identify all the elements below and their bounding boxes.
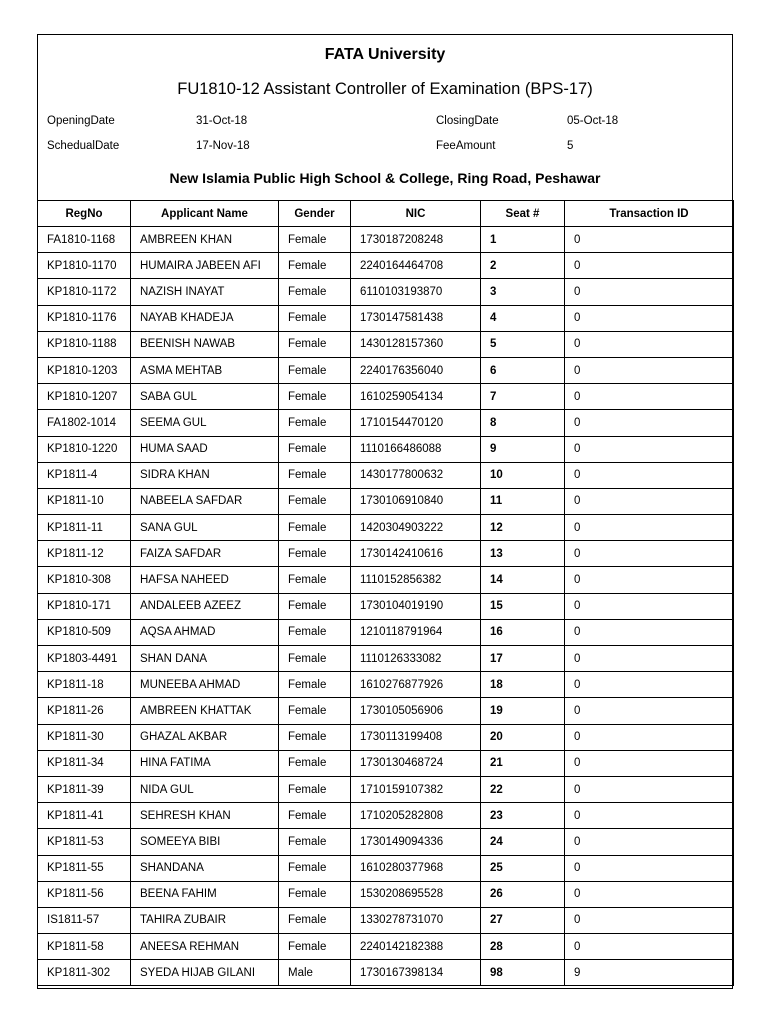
- applicant-name-cell: ANEESA REHMAN: [131, 934, 279, 960]
- nic-cell: 2240164464708: [351, 253, 481, 279]
- regno-cell: KP1810-308: [38, 567, 131, 593]
- nic-cell: 1710159107382: [351, 776, 481, 802]
- table-row: [38, 907, 734, 933]
- regno-cell: KP1810-171: [38, 593, 131, 619]
- table-row: [38, 253, 734, 279]
- gender-cell: Female: [279, 436, 351, 462]
- regno-cell: KP1811-10: [38, 488, 131, 514]
- nic-cell: 1530208695528: [351, 881, 481, 907]
- table-header-row: [38, 201, 734, 227]
- nic-cell: 1110166486088: [351, 436, 481, 462]
- seat-cell: 16: [481, 619, 565, 645]
- nic-cell: 2240176356040: [351, 357, 481, 383]
- table-row: [38, 646, 734, 672]
- transaction-id-cell: 0: [565, 907, 734, 933]
- applicant-name-cell: HUMA SAAD: [131, 436, 279, 462]
- regno-cell: KP1810-1170: [38, 253, 131, 279]
- transaction-id-cell: 0: [565, 410, 734, 436]
- gender-cell: Female: [279, 698, 351, 724]
- regno-cell: KP1810-1188: [38, 331, 131, 357]
- gender-cell: Female: [279, 331, 351, 357]
- table-row: [38, 829, 734, 855]
- applicant-name-cell: AMBREEN KHAN: [131, 227, 279, 253]
- applicant-name-cell: SANA GUL: [131, 515, 279, 541]
- table-row: [38, 410, 734, 436]
- table-row: [38, 619, 734, 645]
- table-row: [38, 934, 734, 960]
- regno-cell: KP1811-30: [38, 724, 131, 750]
- nic-cell: 1710154470120: [351, 410, 481, 436]
- nic-cell: 1730187208248: [351, 227, 481, 253]
- table-row: [38, 305, 734, 331]
- applicant-name-cell: AQSA AHMAD: [131, 619, 279, 645]
- regno-cell: KP1810-1203: [38, 357, 131, 383]
- nic-cell: 1710205282808: [351, 803, 481, 829]
- table-row: [38, 515, 734, 541]
- table-row: [38, 881, 734, 907]
- gender-cell: Female: [279, 227, 351, 253]
- regno-cell: KP1810-1172: [38, 279, 131, 305]
- regno-cell: KP1811-11: [38, 515, 131, 541]
- nic-cell: 2240142182388: [351, 934, 481, 960]
- transaction-id-cell: 0: [565, 541, 734, 567]
- nic-cell: 1730149094336: [351, 829, 481, 855]
- transaction-id-cell: 0: [565, 724, 734, 750]
- gender-cell: Female: [279, 829, 351, 855]
- seat-cell: 15: [481, 593, 565, 619]
- table-row: [38, 803, 734, 829]
- seat-cell: 12: [481, 515, 565, 541]
- transaction-id-cell: 0: [565, 619, 734, 645]
- gender-cell: Female: [279, 619, 351, 645]
- applicant-name-cell: SEHRESH KHAN: [131, 803, 279, 829]
- seat-cell: 98: [481, 960, 565, 986]
- applicants-table: [37, 200, 734, 986]
- gender-cell: Female: [279, 410, 351, 436]
- table-row: [38, 672, 734, 698]
- nic-cell: 1110126333082: [351, 646, 481, 672]
- transaction-id-cell: 0: [565, 253, 734, 279]
- gender-cell: Female: [279, 357, 351, 383]
- nic-cell: 1330278731070: [351, 907, 481, 933]
- seat-cell: 21: [481, 750, 565, 776]
- applicant-name-cell: HINA FATIMA: [131, 750, 279, 776]
- applicant-name-cell: SABA GUL: [131, 384, 279, 410]
- transaction-id-cell: 0: [565, 646, 734, 672]
- transaction-id-cell: 0: [565, 305, 734, 331]
- table-row: [38, 750, 734, 776]
- nic-cell: 1730105056906: [351, 698, 481, 724]
- regno-cell: KP1810-1176: [38, 305, 131, 331]
- exam-venue: New Islamia Public High School & College, Ring Road, Peshawar: [169, 170, 601, 186]
- seat-cell: 2: [481, 253, 565, 279]
- seat-cell: 22: [481, 776, 565, 802]
- seat-cell: 13: [481, 541, 565, 567]
- nic-cell: 1430128157360: [351, 331, 481, 357]
- closing-date-label: ClosingDate: [436, 115, 499, 127]
- gender-cell: Female: [279, 593, 351, 619]
- regno-cell: KP1811-39: [38, 776, 131, 802]
- seat-cell: 4: [481, 305, 565, 331]
- regno-cell: KP1811-4: [38, 462, 131, 488]
- table-row: [38, 384, 734, 410]
- nic-cell: 1730113199408: [351, 724, 481, 750]
- nic-cell: 1730147581438: [351, 305, 481, 331]
- col-header-applicant-name: Applicant Name: [131, 201, 279, 227]
- gender-cell: Female: [279, 881, 351, 907]
- seat-cell: 1: [481, 227, 565, 253]
- gender-cell: Female: [279, 803, 351, 829]
- gender-cell: Female: [279, 750, 351, 776]
- applicant-name-cell: BEENISH NAWAB: [131, 331, 279, 357]
- transaction-id-cell: 0: [565, 462, 734, 488]
- transaction-id-cell: 0: [565, 803, 734, 829]
- col-header-nic: NIC: [351, 201, 481, 227]
- nic-cell: 1610276877926: [351, 672, 481, 698]
- applicant-name-cell: HUMAIRA JABEEN AFI: [131, 253, 279, 279]
- seat-cell: 7: [481, 384, 565, 410]
- table-row: [38, 776, 734, 802]
- fee-amount-value: 5: [567, 140, 574, 152]
- transaction-id-cell: 0: [565, 279, 734, 305]
- regno-cell: KP1811-26: [38, 698, 131, 724]
- nic-cell: 6110103193870: [351, 279, 481, 305]
- gender-cell: Female: [279, 646, 351, 672]
- table-row: [38, 567, 734, 593]
- seat-cell: 9: [481, 436, 565, 462]
- nic-cell: 1730106910840: [351, 488, 481, 514]
- nic-cell: 1420304903222: [351, 515, 481, 541]
- nic-cell: 1730130468724: [351, 750, 481, 776]
- regno-cell: KP1810-1207: [38, 384, 131, 410]
- nic-cell: 1730142410616: [351, 541, 481, 567]
- gender-cell: Female: [279, 724, 351, 750]
- seat-cell: 23: [481, 803, 565, 829]
- gender-cell: Female: [279, 776, 351, 802]
- schedual-date-label: SchedualDate: [47, 140, 120, 152]
- regno-cell: KP1811-58: [38, 934, 131, 960]
- seat-cell: 26: [481, 881, 565, 907]
- seat-cell: 25: [481, 855, 565, 881]
- applicant-name-cell: AMBREEN KHATTAK: [131, 698, 279, 724]
- transaction-id-cell: 0: [565, 357, 734, 383]
- nic-cell: 1430177800632: [351, 462, 481, 488]
- closing-date-value: 05-Oct-18: [567, 115, 619, 127]
- seat-cell: 14: [481, 567, 565, 593]
- col-header-regno: RegNo: [38, 201, 131, 227]
- nic-cell: 1210118791964: [351, 619, 481, 645]
- applicant-name-cell: TAHIRA ZUBAIR: [131, 907, 279, 933]
- table-row: [38, 357, 734, 383]
- gender-cell: Female: [279, 384, 351, 410]
- regno-cell: KP1811-12: [38, 541, 131, 567]
- seat-cell: 20: [481, 724, 565, 750]
- transaction-id-cell: 9: [565, 960, 734, 986]
- seat-cell: 24: [481, 829, 565, 855]
- gender-cell: Female: [279, 305, 351, 331]
- applicant-name-cell: BEENA FAHIM: [131, 881, 279, 907]
- gender-cell: Female: [279, 541, 351, 567]
- applicant-name-cell: SHANDANA: [131, 855, 279, 881]
- applicant-name-cell: SOMEEYA BIBI: [131, 829, 279, 855]
- table-row: [38, 698, 734, 724]
- regno-cell: KP1811-41: [38, 803, 131, 829]
- nic-cell: 1730104019190: [351, 593, 481, 619]
- seat-cell: 6: [481, 357, 565, 383]
- gender-cell: Female: [279, 855, 351, 881]
- transaction-id-cell: 0: [565, 384, 734, 410]
- gender-cell: Female: [279, 567, 351, 593]
- transaction-id-cell: 0: [565, 855, 734, 881]
- nic-cell: 1610280377968: [351, 855, 481, 881]
- transaction-id-cell: 0: [565, 593, 734, 619]
- regno-cell: KP1811-34: [38, 750, 131, 776]
- gender-cell: Female: [279, 253, 351, 279]
- nic-cell: 1610259054134: [351, 384, 481, 410]
- seat-cell: 17: [481, 646, 565, 672]
- nic-cell: 1110152856382: [351, 567, 481, 593]
- transaction-id-cell: 0: [565, 331, 734, 357]
- regno-cell: KP1811-55: [38, 855, 131, 881]
- transaction-id-cell: 0: [565, 829, 734, 855]
- regno-cell: FA1802-1014: [38, 410, 131, 436]
- seat-cell: 28: [481, 934, 565, 960]
- seat-cell: 27: [481, 907, 565, 933]
- table-row: [38, 488, 734, 514]
- regno-cell: KP1810-509: [38, 619, 131, 645]
- gender-cell: Female: [279, 279, 351, 305]
- applicant-name-cell: ANDALEEB AZEEZ: [131, 593, 279, 619]
- table-row: [38, 593, 734, 619]
- applicant-name-cell: SIDRA KHAN: [131, 462, 279, 488]
- transaction-id-cell: 0: [565, 698, 734, 724]
- applicant-name-cell: NIDA GUL: [131, 776, 279, 802]
- applicant-name-cell: ASMA MEHTAB: [131, 357, 279, 383]
- regno-cell: FA1810-1168: [38, 227, 131, 253]
- nic-cell: 1730167398134: [351, 960, 481, 986]
- gender-cell: Female: [279, 515, 351, 541]
- table-row: [38, 960, 734, 986]
- regno-cell: KP1811-18: [38, 672, 131, 698]
- col-header-gender: Gender: [279, 201, 351, 227]
- applicant-name-cell: NABEELA SAFDAR: [131, 488, 279, 514]
- applicant-name-cell: GHAZAL AKBAR: [131, 724, 279, 750]
- col-header-seat: Seat #: [481, 201, 565, 227]
- table-row: [38, 331, 734, 357]
- table-row: [38, 541, 734, 567]
- applicant-name-cell: SHAN DANA: [131, 646, 279, 672]
- gender-cell: Female: [279, 462, 351, 488]
- table-row: [38, 724, 734, 750]
- table-row: [38, 279, 734, 305]
- transaction-id-cell: 0: [565, 488, 734, 514]
- transaction-id-cell: 0: [565, 750, 734, 776]
- applicant-name-cell: MUNEEBA AHMAD: [131, 672, 279, 698]
- table-row: [38, 227, 734, 253]
- applicant-name-cell: SEEMA GUL: [131, 410, 279, 436]
- transaction-id-cell: 0: [565, 227, 734, 253]
- gender-cell: Female: [279, 488, 351, 514]
- seat-cell: 5: [481, 331, 565, 357]
- applicant-name-cell: HAFSA NAHEED: [131, 567, 279, 593]
- gender-cell: Female: [279, 907, 351, 933]
- university-title: FATA University: [324, 46, 446, 63]
- seat-cell: 8: [481, 410, 565, 436]
- regno-cell: IS1811-57: [38, 907, 131, 933]
- schedual-date-value: 17-Nov-18: [196, 140, 250, 152]
- regno-cell: KP1811-53: [38, 829, 131, 855]
- transaction-id-cell: 0: [565, 934, 734, 960]
- transaction-id-cell: 0: [565, 881, 734, 907]
- opening-date-label: OpeningDate: [47, 115, 115, 127]
- transaction-id-cell: 0: [565, 436, 734, 462]
- fee-amount-label: FeeAmount: [436, 140, 496, 152]
- transaction-id-cell: 0: [565, 515, 734, 541]
- transaction-id-cell: 0: [565, 672, 734, 698]
- regno-cell: KP1810-1220: [38, 436, 131, 462]
- applicant-name-cell: SYEDA HIJAB GILANI: [131, 960, 279, 986]
- seat-cell: 3: [481, 279, 565, 305]
- applicant-name-cell: FAIZA SAFDAR: [131, 541, 279, 567]
- gender-cell: Female: [279, 934, 351, 960]
- gender-cell: Male: [279, 960, 351, 986]
- post-title: FU1810-12 Assistant Controller of Examination (BPS-17): [177, 80, 593, 98]
- regno-cell: KP1803-4491: [38, 646, 131, 672]
- applicant-name-cell: NAYAB KHADEJA: [131, 305, 279, 331]
- seat-cell: 10: [481, 462, 565, 488]
- col-header-transaction-id: Transaction ID: [565, 201, 734, 227]
- applicant-name-cell: NAZISH INAYAT: [131, 279, 279, 305]
- seat-cell: 18: [481, 672, 565, 698]
- table-row: [38, 436, 734, 462]
- table-row: [38, 855, 734, 881]
- seat-cell: 11: [481, 488, 565, 514]
- transaction-id-cell: 0: [565, 776, 734, 802]
- document-sheet: [37, 34, 733, 989]
- regno-cell: KP1811-302: [38, 960, 131, 986]
- opening-date-value: 31-Oct-18: [196, 115, 248, 127]
- regno-cell: KP1811-56: [38, 881, 131, 907]
- gender-cell: Female: [279, 672, 351, 698]
- seat-cell: 19: [481, 698, 565, 724]
- table-row: [38, 462, 734, 488]
- transaction-id-cell: 0: [565, 567, 734, 593]
